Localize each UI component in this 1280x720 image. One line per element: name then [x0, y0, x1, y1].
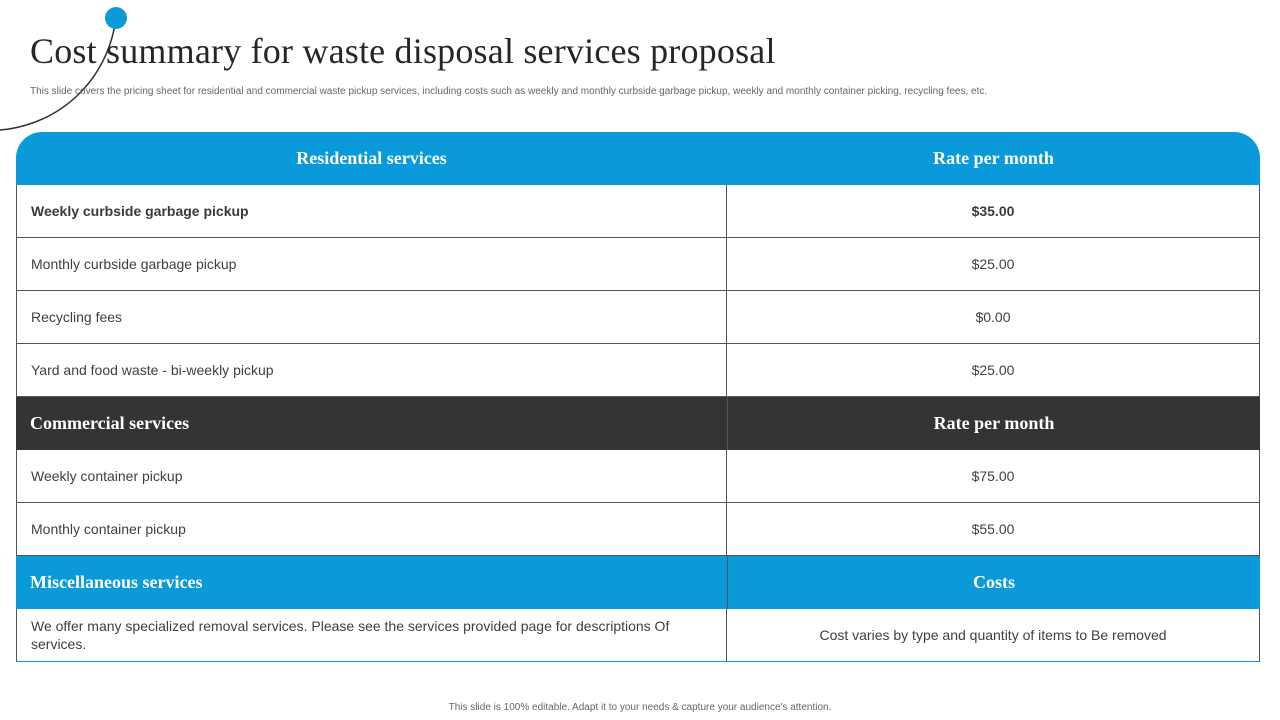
service-rate: $55.00: [727, 503, 1260, 556]
commercial-services-header: Commercial services: [16, 397, 727, 450]
commercial-header-row: [16, 397, 1260, 450]
table-row: [16, 185, 1260, 238]
service-rate: $0.00: [727, 291, 1260, 344]
page-title: Cost summary for waste disposal services proposal: [30, 31, 776, 71]
cost-summary-table: [16, 132, 1260, 662]
service-rate: $75.00: [727, 450, 1260, 503]
service-rate: $35.00: [727, 185, 1260, 238]
residential-rate-header: Rate per month: [727, 132, 1260, 185]
table-row: [16, 503, 1260, 556]
table-row: [16, 609, 1260, 662]
commercial-rate-header: Rate per month: [727, 397, 1260, 450]
table-row: [16, 344, 1260, 397]
footer-note: This slide is 100% editable. Adapt it to your needs & capture your audience's attention.: [448, 702, 832, 713]
decorative-dot: [105, 7, 127, 29]
service-rate: $25.00: [727, 344, 1260, 397]
table-row: [16, 238, 1260, 291]
service-cost: Cost varies by type and quantity of items to Be removed: [727, 609, 1260, 662]
residential-header-row: [16, 132, 1260, 185]
service-description: We offer many specialized removal services. Please see the services provided page for descriptions Of services.: [16, 609, 727, 662]
page-subtitle: This slide covers the pricing sheet for residential and commercial waste pickup services, including costs such as weekly and monthly curbside garbage pickup, weekly and monthly container picking, recycling fees, etc.: [30, 86, 988, 97]
table-row: [16, 291, 1260, 344]
miscellaneous-services-header: Miscellaneous services: [16, 556, 727, 609]
service-rate: $25.00: [727, 238, 1260, 291]
service-name: Weekly container pickup: [16, 450, 727, 503]
service-name: Monthly curbside garbage pickup: [16, 238, 727, 291]
service-name: Recycling fees: [16, 291, 727, 344]
service-name: Weekly curbside garbage pickup: [16, 185, 727, 238]
service-name: Yard and food waste - bi-weekly pickup: [16, 344, 727, 397]
miscellaneous-header-row: [16, 556, 1260, 609]
residential-services-header: Residential services: [16, 132, 727, 185]
service-name: Monthly container pickup: [16, 503, 727, 556]
costs-header: Costs: [727, 556, 1260, 609]
table-row: [16, 450, 1260, 503]
